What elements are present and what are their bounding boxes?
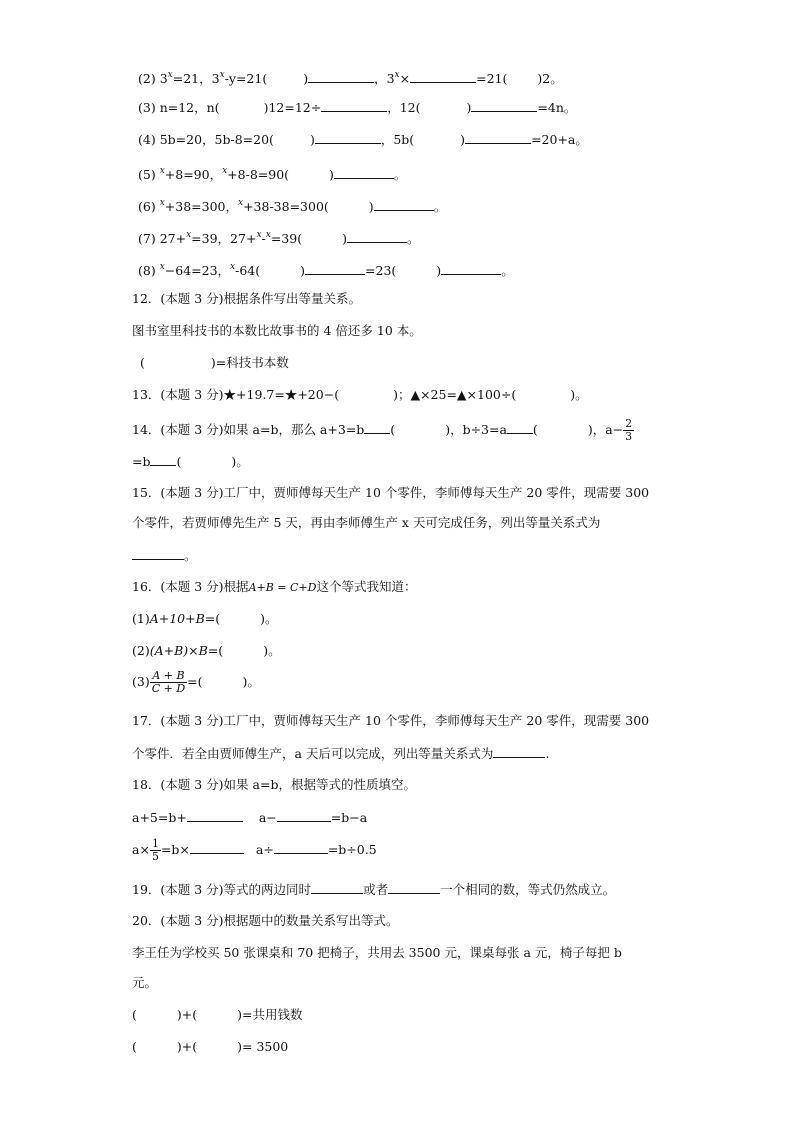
fraction-one-fifth: $\frac{1}{5}$ <box>151 837 159 863</box>
answer-blank[interactable] <box>311 880 363 894</box>
answer-blank[interactable] <box>374 197 434 211</box>
answer-blank[interactable] <box>493 744 545 758</box>
q11-item-4: (4) 5b=20，5b-8=20( ) ，5b( ) =20+a。 <box>138 132 588 147</box>
answer-blank[interactable] <box>190 840 244 854</box>
q20-answer-2: ( )+( )= 3500 <box>132 1039 289 1054</box>
fraction-sum: $\frac{A + B}{C + D}$ <box>151 669 186 695</box>
answer-blank[interactable] <box>507 420 533 434</box>
answer-blank[interactable] <box>305 261 365 275</box>
q16-sub2: (2)(A+B)×B=( )。 <box>132 643 281 658</box>
q20-body-1: 李王任为学校买 50 张课桌和 70 把椅子，共用去 3500 元，课桌每张 a 元，椅子每把 b <box>132 945 622 960</box>
q20-body-2: 元。 <box>132 975 158 990</box>
answer-blank[interactable] <box>308 69 374 83</box>
q11-item-6: (6) $^x$+38=300，$^x$+38-38=300( ) 。 <box>138 198 447 214</box>
q16-title: 16．(本题 3 分)根据A+B = C+D这个等式我知道： <box>132 579 417 594</box>
q12-body: 图书室里科技书的本数比故事书的 4 倍还多 10 本。 <box>132 323 422 338</box>
q11-item-7: (7) 27+$^x$=39，27+$^x$-$^x$=39( ) 。 <box>138 230 420 246</box>
q11-item-8: (8) $^x$−64=23，$^x$-64( ) =23( ) 。 <box>138 262 514 278</box>
answer-blank[interactable] <box>150 452 176 466</box>
q11-item-3: (3) n=12，n( )12=12÷ ，12( ) =4n。 <box>138 100 577 115</box>
answer-blank[interactable] <box>364 420 390 434</box>
answer-blank[interactable] <box>321 98 387 112</box>
q12-answer: ( )=科技书本数 <box>140 355 289 370</box>
q14-line2: =b ( )。 <box>132 454 249 469</box>
answer-blank[interactable] <box>334 165 394 179</box>
answer-blank[interactable] <box>277 808 331 822</box>
q12-title: 12．(本题 3 分)根据条件写出等量关系。 <box>132 291 362 306</box>
q20-answer-1: ( )+( )=共用钱数 <box>132 1007 303 1022</box>
answer-blank[interactable] <box>315 130 381 144</box>
answer-blank[interactable] <box>410 69 476 83</box>
q11-item-2: (2) $3^x=21$，$3^x-y=21$( ) ，$3^x\times =21$( )2。 <box>138 70 563 86</box>
q17-line2: 个零件．若全由贾师傅生产，a 天后可以完成，列出等量关系式为 . <box>132 746 550 761</box>
answer-blank[interactable] <box>388 880 440 894</box>
q19: 19．(本题 3 分)等式的两边同时 或者 一个相同的数，等式仍然成立。 <box>132 882 616 897</box>
q16-sub3: (3) $\frac{A + B}{C + D}$ =( )。 <box>132 669 260 695</box>
answer-blank[interactable] <box>187 808 243 822</box>
q14-line1: 14．(本题 3 分)如果 a=b，那么 a+3=b ( )，b÷3=a ( )，a− $\frac{2}{3}$ <box>132 417 633 443</box>
answer-blank[interactable] <box>347 229 407 243</box>
fraction-two-thirds: $\frac{2}{3}$ <box>625 417 633 443</box>
answer-blank[interactable] <box>465 130 531 144</box>
q17-line1: 17．(本题 3 分)工厂中，贾师傅每天生产 10 个零件，李师傅每天生产 20 零件，现需要 300 <box>132 713 650 728</box>
q16-sub1: (1)A+10+B=( )。 <box>132 611 278 626</box>
q15-line2: 个零件，若贾师傅先生产 5 天，再由李师傅生产 x 天可完成任务，列出等量关系式为 <box>132 515 601 530</box>
answer-blank[interactable] <box>132 546 184 560</box>
answer-blank[interactable] <box>471 98 537 112</box>
answer-blank[interactable] <box>441 261 501 275</box>
q20-title: 20．(本题 3 分)根据题中的数量关系写出等式。 <box>132 913 399 928</box>
q18-row2: a× $\frac{1}{5}$ =b× a÷ =b÷0.5 <box>132 837 377 863</box>
q18-row1: a+5=b+ a− =b−a <box>132 810 368 825</box>
q15-line1: 15．(本题 3 分)工厂中，贾师傅每天生产 10 个零件，李师傅每天生产 20 零件，现需要 300 <box>132 485 650 500</box>
q15-line3: 。 <box>132 546 197 565</box>
q11-item-5: (5) $^x$+8=90，$^x$+8-8=90( ) 。 <box>138 166 407 182</box>
answer-blank[interactable] <box>274 840 328 854</box>
q18-title: 18．(本题 3 分)如果 a=b，根据等式的性质填空。 <box>132 777 416 792</box>
q13: 13．(本题 3 分)★+19.7=★+20−( )；▲×25=▲×100÷( )。 <box>132 387 588 402</box>
